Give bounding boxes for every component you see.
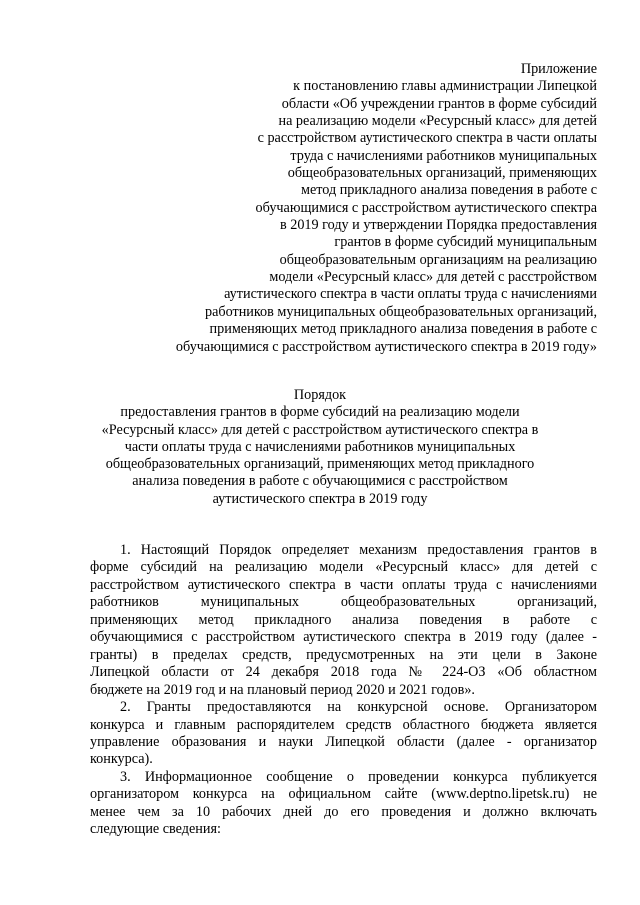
title-line: анализа поведения в работе с обучающимися с расстройством (132, 473, 508, 490)
appendix-line: работников муниципальных общеобразовательных организаций, (204, 303, 597, 320)
appendix-line: модели «Ресурсный класс» для детей с расстройством (269, 269, 597, 286)
paragraph-3-line: менее чем за 10 рабочих дней до его проведения и должно включать (90, 803, 597, 820)
paragraph-2-line: конкурса и главным распорядителем средств областного бюджета является (90, 716, 597, 733)
appendix-line: метод прикладного анализа поведения в работе с (300, 182, 597, 199)
title-line: аутистического спектра в 2019 году (212, 490, 428, 507)
paragraph-1-line: форме субсидий на реализацию модели «Ресурсный класс» для детей с (90, 559, 597, 576)
document-title (90, 387, 550, 508)
appendix-line: обучающимися с расстройством аутистического спектра (255, 199, 597, 216)
appendix-line: аутистического спектра в части оплаты труда с начислениями (224, 286, 597, 303)
title-line: «Ресурсный класс» для детей с расстройством аутистического спектра в (101, 421, 539, 438)
paragraph-3-line: следующие сведения: (90, 821, 221, 838)
paragraph-1-line: Липецкой области от 24 декабря 2018 года № 224-ОЗ «Об областном (90, 664, 597, 681)
appendix-line: с расстройством аутистического спектра в части оплаты (257, 130, 597, 147)
paragraph-2-line: 2. Гранты предоставляются на конкурсной основе. Организатором (120, 699, 597, 716)
paragraph-3-line: организатором конкурса на официальном сайте (www.deptno.lipetsk.ru) не (90, 786, 597, 803)
paragraph-1-line: расстройством аутистического спектра в части оплаты труда с начислениями (90, 576, 597, 593)
title-line: общеобразовательных организаций, применяющих метод прикладного (105, 456, 535, 473)
paragraph-3-line: 3. Информационное сообщение о проведении конкурса публикуется (120, 768, 597, 785)
appendix-line: на реализацию модели «Ресурсный класс» для детей (278, 113, 597, 130)
paragraph-1-line: работников муниципальных общеобразовательных организаций, (90, 594, 597, 611)
appendix-line: грантов в форме субсидий муниципальным (334, 234, 597, 251)
appendix-line: общеобразовательным организациям на реализацию (279, 251, 597, 268)
appendix-line: применяющих метод прикладного анализа поведения в работе с (209, 321, 597, 338)
appendix-header (140, 61, 597, 356)
appendix-line: к постановлению главы администрации Липецкой (293, 78, 597, 95)
paragraph-2-line: конкурса). (90, 751, 153, 768)
title-line: части оплаты труда с начислениями работников муниципальных (124, 438, 516, 455)
paragraph-1-line: бюджете на 2019 год и на плановый период 2020 и 2021 годов». (90, 681, 475, 698)
appendix-line: в 2019 году и утверждении Порядка предоставления (280, 217, 597, 234)
paragraph-1-line: 1. Настоящий Порядок определяет механизм предоставления грантов в (120, 542, 597, 558)
paragraph-1-line: обучающимися с расстройством аутистического спектра в 2019 году (далее - (90, 629, 597, 646)
appendix-line: общеобразовательных организаций, применяющих (287, 165, 597, 182)
paragraph-2-line: управление образования и науки Липецкой области (далее - организатор (90, 733, 597, 750)
appendix-line: обучающимися с расстройством аутистического спектра в 2019 году» (175, 338, 597, 355)
title-heading: Порядок (293, 387, 347, 403)
title-line: предоставления грантов в форме субсидий на реализацию модели (120, 404, 520, 421)
body-text (90, 542, 597, 839)
paragraph-1-line: гранты) в пределах средств, предусмотренных на эти цели в Законе (90, 646, 597, 663)
appendix-line: области «Об учреждении грантов в форме субсидий (281, 95, 597, 112)
appendix-line: Приложение (520, 61, 597, 77)
appendix-line: труда с начислениями работников муниципальных (290, 147, 597, 164)
paragraph-1-line: применяющих метод прикладного анализа поведения в работе с (90, 611, 597, 628)
